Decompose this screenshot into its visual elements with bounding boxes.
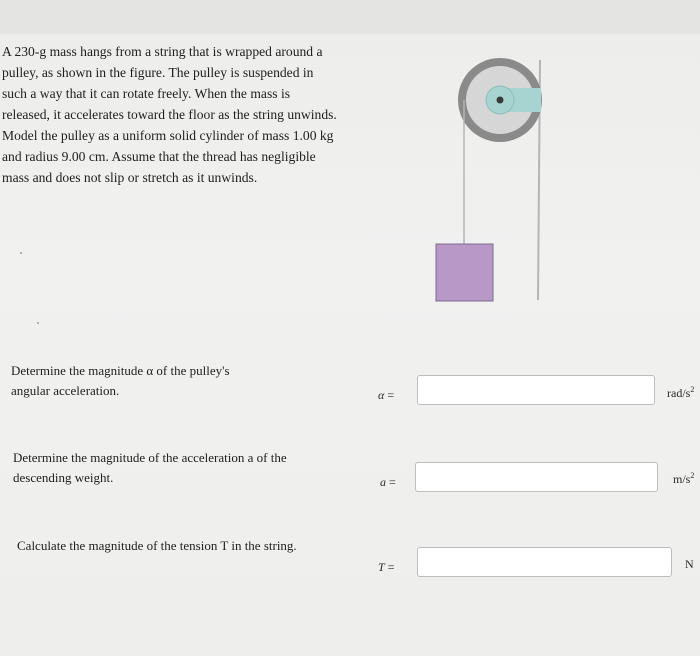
question-text: Determine the magnitude α of the pulley's [11,363,230,378]
problem-line: released, it accelerates toward the floor as the string unwinds. [2,107,337,122]
decorative-dot [37,322,39,324]
pulley-axle [497,97,504,104]
question-text: Calculate the magnitude of the tension T in the string. [17,538,297,553]
pulley-figure [420,52,560,308]
problem-line: Model the pulley as a uniform solid cylinder of mass 1.00 kg [2,128,334,143]
problem-line: mass and does not slip or stretch as it unwinds. [2,170,258,185]
alpha-unit: rad/$s^2$ [667,385,695,400]
problem-line: A 230-g mass hangs from a string that is wrapped around a [2,44,323,59]
question-angular-acceleration [11,361,311,401]
problem-line: pulley, as shown in the figure. The pulley is suspended in [2,65,314,80]
acceleration-symbol: a = [380,475,396,489]
top-band [0,0,700,34]
tension-unit: N [685,557,694,571]
question-text: Determine the magnitude of the acceleration a of the [13,450,287,465]
problem-line: such a way that it can rotate freely. When the mass is [2,86,291,101]
question-text: descending weight. [13,470,114,485]
question-tension [17,536,317,556]
decorative-dot [20,252,22,254]
tension-answer-input[interactable] [417,547,672,577]
acceleration-unit: $m/s^2$ [673,471,695,486]
hanging-mass [436,244,493,301]
alpha-symbol: α = [378,388,395,402]
acceleration-answer-input[interactable] [415,462,658,492]
tension-symbol: T = [378,560,395,574]
problem-line: and radius 9.00 cm. Assume that the thread has negligible [2,149,316,164]
question-linear-acceleration [13,448,313,488]
problem-statement [2,41,352,188]
alpha-answer-input[interactable] [417,375,655,405]
question-text: angular acceleration. [11,383,120,398]
